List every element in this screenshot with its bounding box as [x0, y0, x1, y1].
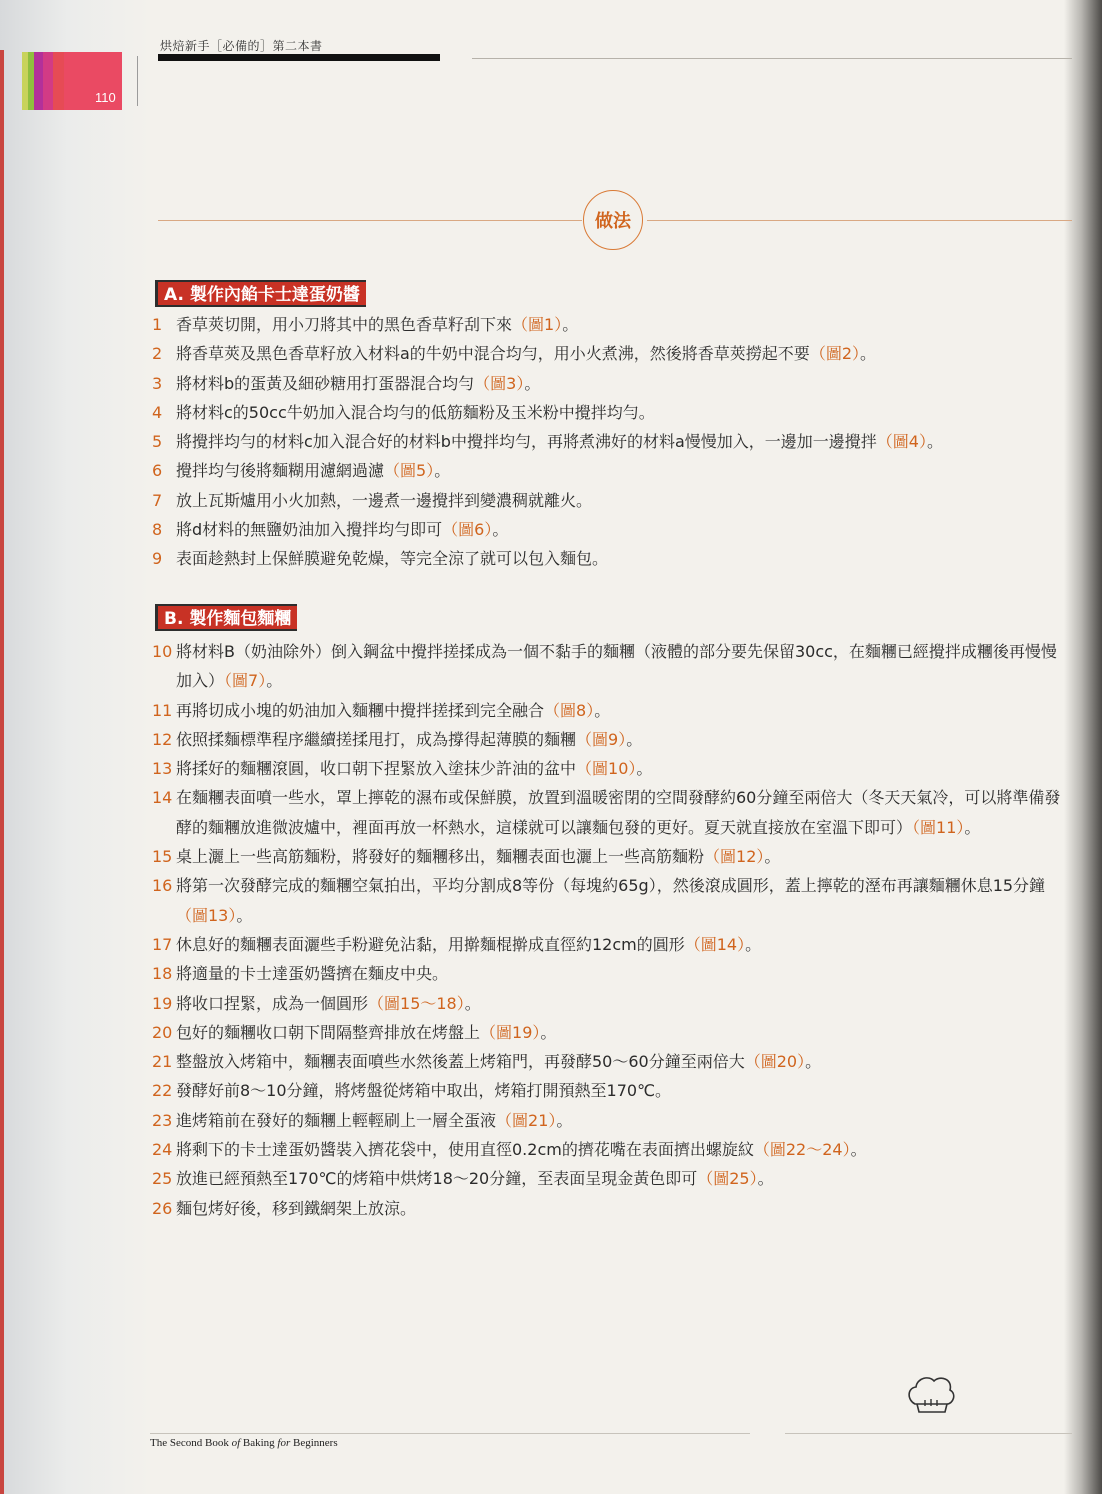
step-item — [152, 783, 1070, 842]
step-number: 24 — [152, 1140, 173, 1160]
step-body: 將剩下的卡士達蛋奶醬裝入擠花袋中，使用直徑0.2cm的擠花嘴在表面擠出螺旋紋 — [176, 1140, 754, 1160]
step-body: 包好的麵糰收口朝下間隔整齊排放在烤盤上 — [176, 1022, 481, 1042]
figure-reference: （圖7） — [224, 671, 267, 691]
step-item — [152, 725, 1070, 754]
figure-reference: （圖10） — [576, 759, 637, 779]
figure-reference: （圖21） — [496, 1110, 557, 1130]
step-body: 休息好的麵糰表面灑些手粉避免沾黏，用擀麵棍擀成直徑約12cm的圓形 — [176, 934, 685, 954]
step-text — [176, 1106, 1070, 1135]
figure-reference: （圖8） — [544, 700, 595, 720]
page-gutter-shadow — [0, 0, 150, 1494]
chef-hat-icon — [905, 1370, 957, 1414]
figure-reference: （圖22～24） — [753, 1140, 851, 1160]
figure-reference: （圖14） — [684, 934, 746, 954]
step-number: 4 — [152, 402, 163, 422]
step-number: 23 — [152, 1110, 173, 1130]
step-text — [176, 1164, 1070, 1193]
figure-reference: （圖4） — [876, 432, 927, 452]
step-text — [176, 1135, 1070, 1164]
step-text — [176, 842, 1070, 871]
step-text — [176, 1194, 1070, 1223]
step-text — [176, 1076, 1070, 1105]
step-item — [152, 871, 1070, 930]
step-end-punct: 。 — [850, 1140, 867, 1160]
step-number: 7 — [152, 490, 163, 510]
section-a-heading: A. 製作內餡卡士達蛋奶醬 — [155, 280, 366, 307]
step-body: 將材料B（奶油除外）倒入鋼盆中攪拌搓揉成為一個不黏手的麵糰（液體的部分要先保留30cc，在麵糰已經攪拌成糰後再慢慢加入） — [176, 642, 1057, 691]
header-rule — [472, 58, 1072, 59]
footer-rule-right — [785, 1433, 1072, 1434]
step-body: 將揉好的麵糰滾圓，收口朝下捏緊放入塗抹少許油的盆中 — [176, 759, 577, 779]
step-text — [176, 456, 1070, 485]
step-item — [152, 1194, 1070, 1223]
step-number: 25 — [152, 1169, 173, 1189]
step-end-punct: 。 — [540, 1022, 557, 1042]
step-item — [152, 398, 1070, 427]
step-end-punct: 。 — [464, 993, 481, 1013]
step-text — [176, 959, 1070, 988]
step-end-punct: 。 — [636, 759, 653, 779]
step-text — [176, 544, 1070, 573]
step-text — [176, 783, 1070, 842]
step-item — [152, 1018, 1070, 1047]
figure-reference: （圖11） — [912, 817, 965, 837]
step-text — [176, 486, 1070, 515]
step-text — [176, 310, 1070, 339]
figure-reference: （圖9） — [576, 729, 627, 749]
section-b-heading: B. 製作麵包麵糰 — [155, 604, 297, 631]
step-text — [176, 515, 1070, 544]
step-text — [176, 754, 1070, 783]
step-item — [152, 544, 1070, 573]
step-body: 再將切成小塊的奶油加入麵糰中攪拌搓揉到完全融合 — [176, 700, 545, 720]
step-text — [176, 369, 1070, 398]
step-text — [176, 930, 1070, 959]
method-rule-right — [647, 220, 1072, 221]
step-body: 在麵糰表面噴一些水，罩上擰乾的濕布或保鮮膜，放置到溫暖密閉的空間發酵約60分鐘至兩倍大（冬天天氣冷，可以將準備發酵的麵糰放進微波爐中，裡面再放一杯熱水，這樣就可以讓麵包發的更好。夏天就直接放在室溫下即可） — [176, 788, 1061, 837]
step-item — [152, 456, 1070, 485]
page-edge-color-band — [0, 50, 4, 1494]
color-tab-strip — [22, 52, 64, 110]
step-number: 22 — [152, 1081, 173, 1101]
step-end-punct: 。 — [626, 729, 643, 749]
step-body: 表面趁熱封上保鮮膜避免乾燥，等完全涼了就可以包入麵包。 — [176, 549, 609, 569]
figure-reference: （圖2） — [809, 344, 860, 364]
step-body: 桌上灑上一些高筋麵粉，將發好的麵糰移出，麵糰表面也灑上一些高筋麵粉 — [176, 847, 705, 867]
step-item — [152, 486, 1070, 515]
color-tab-stripe — [53, 52, 64, 110]
step-number: 26 — [152, 1198, 173, 1218]
figure-reference: （圖20） — [744, 1052, 806, 1072]
step-end-punct: 。 — [860, 344, 877, 364]
figure-reference: （圖13） — [176, 905, 237, 925]
step-number: 19 — [152, 993, 173, 1013]
step-item — [152, 842, 1070, 871]
figure-reference: （圖15～18） — [368, 993, 465, 1013]
header-divider — [137, 56, 138, 106]
step-number: 10 — [152, 642, 173, 661]
footer-rule-left — [150, 1433, 750, 1434]
step-body: 將材料c的50cc牛奶加入混合均勻的低筋麵粉及玉米粉中攪拌均勻。 — [176, 402, 655, 422]
step-number: 11 — [152, 700, 173, 720]
step-item — [152, 930, 1070, 959]
step-body: 將香草莢及黑色香草籽放入材料a的牛奶中混合均勻，用小火煮沸，然後將香草莢撈起不要 — [176, 344, 810, 364]
step-body: 麵包烤好後，移到鐵網架上放涼。 — [176, 1198, 417, 1218]
step-item — [152, 696, 1070, 725]
step-end-punct: 。 — [757, 1169, 774, 1189]
step-body: 放進已經預熱至170℃的烤箱中烘烤18～20分鐘，至表面呈現金黃色即可 — [176, 1169, 698, 1189]
step-body: 將d材料的無鹽奶油加入攪拌均勻即可 — [176, 520, 443, 540]
step-number: 20 — [152, 1022, 173, 1042]
step-item — [152, 1164, 1070, 1193]
step-end-punct: 。 — [434, 461, 451, 481]
page-number: 110 — [95, 90, 116, 105]
step-number: 3 — [152, 373, 163, 393]
step-body: 整盤放入烤箱中，麵糰表面噴些水然後蓋上烤箱門，再發酵50～60分鐘至兩倍大 — [176, 1052, 745, 1072]
step-text — [176, 696, 1070, 725]
figure-reference: （圖19） — [480, 1022, 541, 1042]
color-tab-stripe — [43, 52, 53, 110]
step-number: 12 — [152, 729, 173, 749]
step-number: 2 — [152, 344, 163, 364]
step-body: 攪拌均勻後將麵糊用濾網過濾 — [176, 461, 385, 481]
step-number: 16 — [152, 876, 173, 896]
step-number: 1 — [152, 315, 163, 334]
step-text — [176, 989, 1070, 1018]
step-body: 將材料b的蛋黃及細砂糖用打蛋器混合均勻 — [176, 373, 475, 393]
step-body: 將收口捏緊，成為一個圓形 — [176, 993, 369, 1013]
step-number: 5 — [152, 432, 163, 452]
figure-reference: （圖1） — [512, 315, 563, 334]
step-end-punct: 。 — [236, 905, 253, 925]
step-end-punct: 。 — [764, 847, 781, 867]
step-end-punct: 。 — [964, 817, 981, 837]
step-number: 18 — [152, 964, 173, 984]
step-number: 15 — [152, 847, 173, 867]
book-title: 烘焙新手［必備的］第二本書 — [160, 39, 323, 53]
step-number: 14 — [152, 788, 173, 808]
step-text — [176, 1018, 1070, 1047]
step-item — [152, 959, 1070, 988]
color-tab-stripe — [34, 52, 43, 110]
step-item — [152, 339, 1070, 368]
step-text — [176, 1047, 1070, 1076]
step-body: 依照揉麵標準程序繼續搓揉甩打，成為撐得起薄膜的麵糰 — [176, 729, 577, 749]
step-end-punct: 。 — [492, 520, 509, 540]
step-text — [176, 637, 1070, 696]
step-body: 放上瓦斯爐用小火加熱，一邊煮一邊攪拌到變濃稠就離火。 — [176, 490, 593, 510]
figure-reference: （圖25） — [697, 1169, 758, 1189]
step-number: 8 — [152, 520, 163, 540]
step-item — [152, 427, 1070, 456]
step-text — [176, 427, 1070, 456]
step-item — [152, 1047, 1070, 1076]
section-a-steps — [152, 310, 1070, 574]
step-item — [152, 637, 1070, 696]
step-end-punct: 。 — [805, 1052, 822, 1072]
step-end-punct: 。 — [926, 432, 943, 452]
step-body: 將攪拌均勻的材料c加入混合好的材料b中攪拌均勻，再將煮沸好的材料a慢慢加入，一邊加一邊攪拌 — [176, 432, 877, 452]
step-number: 6 — [152, 461, 163, 481]
step-end-punct: 。 — [556, 1110, 573, 1130]
figure-reference: （圖5） — [384, 461, 435, 481]
step-text — [176, 725, 1070, 754]
step-item — [152, 989, 1070, 1018]
step-body: 將第一次發酵完成的麵糰空氣拍出，平均分割成8等份（每塊約65g），然後滾成圓形，蓋上擰乾的溼布再讓麵糰休息15分鐘 — [176, 876, 1046, 896]
step-end-punct: 。 — [562, 315, 579, 334]
step-text — [176, 871, 1070, 930]
step-item — [152, 1135, 1070, 1164]
step-body: 香草莢切開，用小刀將其中的黑色香草籽刮下來 — [176, 315, 513, 334]
method-badge: 做法 — [583, 190, 643, 250]
step-item — [152, 515, 1070, 544]
step-item — [152, 754, 1070, 783]
step-body: 發酵好前8～10分鐘，將烤盤從烤箱中取出，烤箱打開預熱至170℃。 — [176, 1081, 672, 1101]
step-item — [152, 1106, 1070, 1135]
step-item — [152, 1076, 1070, 1105]
figure-reference: （圖3） — [474, 373, 525, 393]
step-end-punct: 。 — [745, 934, 762, 954]
step-number: 9 — [152, 549, 163, 569]
step-number: 13 — [152, 759, 173, 779]
figure-reference: （圖6） — [442, 520, 493, 540]
step-text — [176, 339, 1070, 368]
step-body: 將適量的卡士達蛋奶醬擠在麵皮中央。 — [176, 964, 449, 984]
step-end-punct: 。 — [524, 373, 541, 393]
step-number: 21 — [152, 1052, 173, 1072]
header-bar — [158, 54, 440, 61]
step-number: 17 — [152, 934, 173, 954]
step-end-punct: 。 — [266, 671, 283, 691]
method-rule-left — [158, 220, 582, 221]
step-text — [176, 398, 1070, 427]
section-b-steps — [152, 637, 1070, 1223]
figure-reference: （圖12） — [704, 847, 765, 867]
step-item — [152, 310, 1070, 339]
step-body: 進烤箱前在發好的麵糰上輕輕刷上一層全蛋液 — [176, 1110, 497, 1130]
footer-book-title: The Second Book of Baking for Beginners — [150, 1437, 338, 1449]
step-end-punct: 。 — [594, 700, 611, 720]
step-item — [152, 369, 1070, 398]
